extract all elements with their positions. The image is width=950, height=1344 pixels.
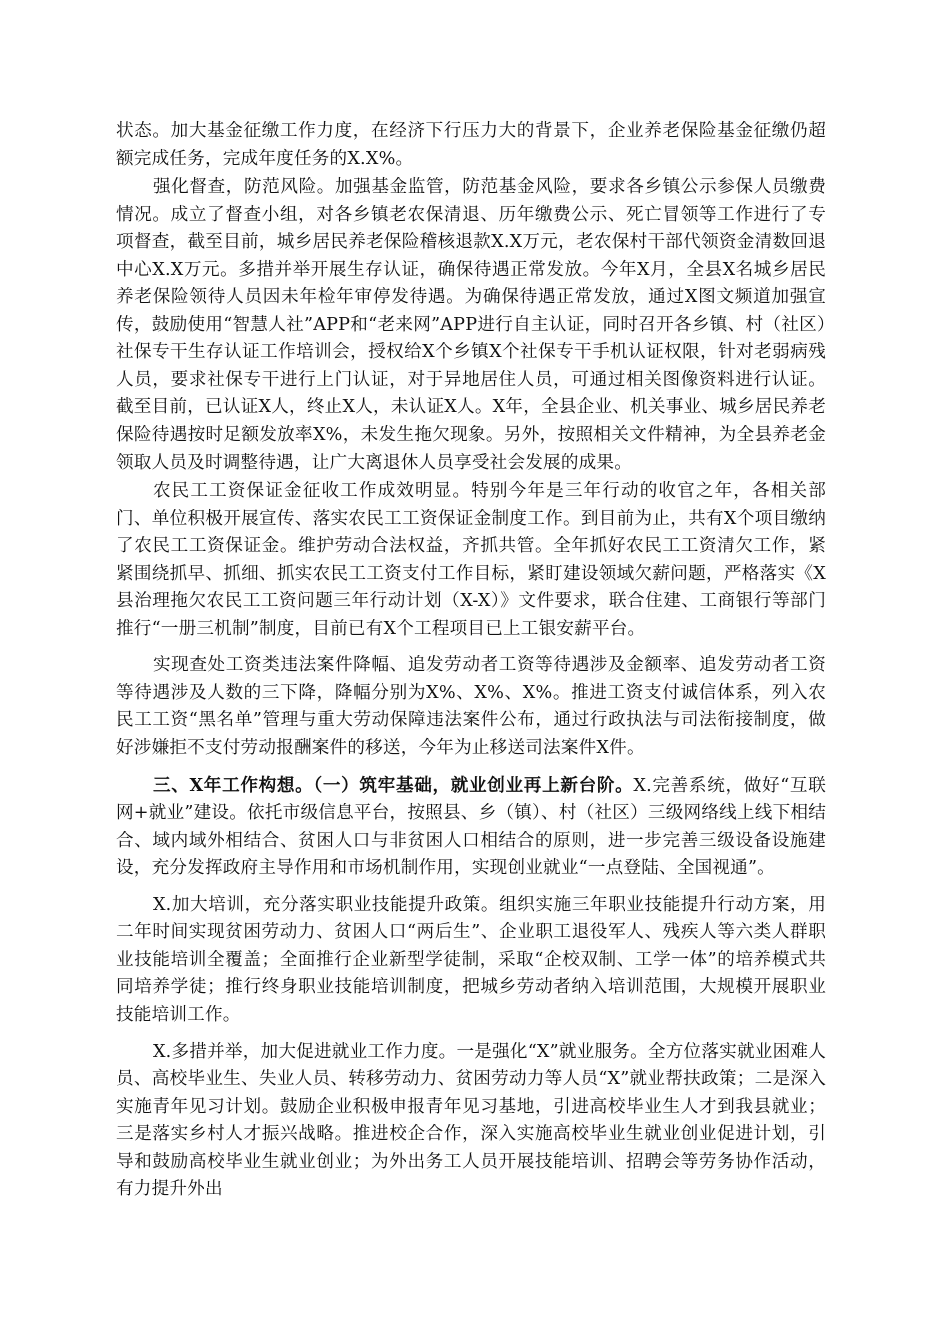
section-heading: 三、X年工作构想。（一）筑牢基础，就业创业再上新台阶。 [152,774,634,796]
paragraph-work-plan [116,772,826,883]
document-page [116,118,826,1204]
paragraph-wage-deposit: 农民工工资保证金征收工作成效明显。特别今年是三年行动的收官之年，各相关部门、单位积极开展宣传、落实农民工工资保证金制度工作。到目前为止，共有X个项目缴纳了农民工工资保证金。维护劳动合法权益，齐抓共管。全年抓好农民工工资清欠工作，紧紧围绕抓早、抓细、抓实农民工工资支付工作目标，紧盯建设领域欠薪问题，严格落实《X县治理拖欠农民工工资问题三年行动计划（X-X）》文件要求，联合住建、工商银行等部门推行“一册三机制”制度，目前已有X个工程项目已上工银安薪平台。 [116,481,826,639]
paragraph-wage-cases: 实现查处工资类违法案件降幅、追发劳动者工资等待遇涉及金额率、追发劳动者工资等待遇涉及人数的三下降，降幅分别为X%、X%、X%。推进工资支付诚信体系，列入农民工工资“黑名单”管理与重大劳动保障违法案件公布，通过行政执法与司法衔接制度，做好涉嫌拒不支付劳动报酬案件的移送，今年为止移送司法案件X件。 [116,655,826,759]
paragraph-training: X.加大培训，充分落实职业技能提升政策。组织实施三年职业技能提升行动方案，用二年时间实现贫困劳动力、贫困人口“两后生”、企业职工退役军人、残疾人等六类人群职业技能培训全覆盖；全面推行企业新型学徒制，采取“企校双制、工学一体”的培养模式共同培养学徒；推行终身职业技能培训制度，把城乡劳动者纳入培训范围，大规模开展职业技能培训工作。 [116,894,826,1025]
paragraph-fund-collection: 状态。加大基金征缴工作力度，在经济下行压力大的背景下，企业养老保险基金征缴仍超额完成任务，完成年度任务的X.X%。 [116,121,826,169]
paragraph-employment-promotion: X.多措并举，加大促进就业工作力度。一是强化“X”就业服务。全方位落实就业困难人员、高校毕业生、失业人员、转移劳动力、贫困劳动力等人员“X”就业帮扶政策；二是深入实施青年见习计划。鼓励企业积极申报青年见习基地，引进高校毕业生人才到我县就业；三是落实乡村人才振兴战略。推进校企合作，深入实施高校毕业生就业创业促进计划，引导和鼓励高校毕业生就业创业；为外出务工人员开展技能培训、招聘会等劳务协作活动，有力提升外出 [116,1041,826,1200]
section-heading-body: X.完善系统，做好“互联网+就业”建设。依托市级信息平台，按照县、乡（镇）、村（社区）三级网络线上线下相结合、域内域外相结合、贫困人口与非贫困人口相结合的原则，进一步完善三级设备设施建设，充分发挥政府主导作用和市场机制作用，实现创业就业“一点登陆、全国视通”。 [116,775,826,879]
paragraph-supervision-risk: 强化督查，防范风险。加强基金监管，防范基金风险，要求各乡镇公示参保人员缴费情况。成立了督查小组，对各乡镇老农保清退、历年缴费公示、死亡冒领等工作进行了专项督查，截至目前，城乡居民养老保险稽核退款X.X万元，老农保村干部代领资金清数回退中心X.X万元。多措并举开展生存认证，确保待遇正常发放。今年X月，全县X名城乡居民养老保险领待人员因未年检年审停发待遇。为确保待遇正常发放，通过X图文频道加强宣传，鼓励使用“智慧人社”APP和“老来网”APP进行自主认证，同时召开各乡镇、村（社区）社保专干生存认证工作培训会，授权给X个乡镇X个社保专干手机认证权限，针对老弱病残人员，要求社保专干进行上门认证，对于异地居住人员，可通过相关图像资料进行认证。截至目前，已认证X人，终止X人，未认证X人。X年，全县企业、机关事业、城乡居民养老保险待遇按时足额发放率X%，未发生拖欠现象。另外，按照相关文件精神，为全县养老金领取人员及时调整待遇，让广大离退休人员享受社会发展的成果。 [116,177,826,473]
